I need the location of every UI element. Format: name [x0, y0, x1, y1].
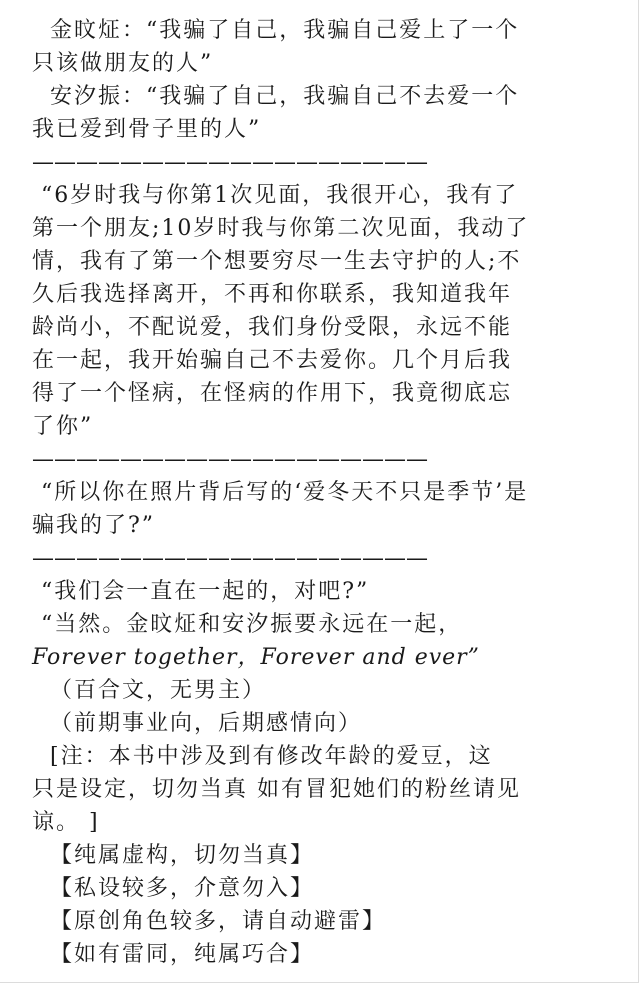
- text-line: “我们会一直在一起的，对吧?”: [32, 579, 370, 604]
- text-line: 【如有雷同，纯属巧合】: [32, 942, 314, 967]
- text-line: “6岁时我与你第1次见面，我很开心，我有了: [32, 183, 519, 208]
- text-line: 谅。 ]: [32, 810, 100, 835]
- text-line: （百合文，无男主）: [32, 678, 266, 703]
- text-line: [注：本书中涉及到有修改年龄的爱豆，这: [32, 744, 493, 769]
- text-line: 第一个朋友;10岁时我与你第二次见面，我动了: [32, 216, 530, 241]
- text-line: 得了一个怪病，在怪病的作用下，我竟彻底忘: [32, 381, 513, 406]
- text-line: 骗我的了?”: [32, 513, 156, 538]
- text-line-english: Forever together，Forever and ever”: [32, 645, 480, 670]
- text-line: 【原创角色较多，请自动避雷】: [32, 909, 386, 934]
- text-line: “所以你在照片背后写的‘爱冬天不只是季节’是: [32, 480, 529, 505]
- text-line: 安汐振：“我骗了自己，我骗自己不去爱一个: [32, 84, 520, 109]
- text-line: 我已爱到骨子里的人”: [32, 117, 262, 142]
- text-line: 只是设定，切勿当真 如有冒犯她们的粉丝请见: [32, 777, 521, 802]
- text-body: [32, 14, 604, 971]
- text-line: 了你”: [32, 414, 94, 439]
- text-line: 情，我有了第一个想要穷尽一生去守护的人;不: [32, 249, 522, 274]
- text-line: 龄尚小，不配说爱，我们身份受限，永远不能: [32, 315, 513, 340]
- text-line: （前期事业向，后期感情向）: [32, 711, 362, 736]
- divider-line: ——————————————————: [32, 447, 428, 472]
- text-line: 【私设较多，介意勿入】: [32, 876, 314, 901]
- text-line: 只该做朋友的人”: [32, 51, 214, 76]
- text-line: 久后我选择离开，不再和你联系，我知道我年: [32, 282, 513, 307]
- text-line: 在一起，我开始骗自己不去爱你。几个月后我: [32, 348, 513, 373]
- text-line: 金旼炡：“我骗了自己，我骗自己爱上了一个: [32, 18, 520, 43]
- divider-line: ——————————————————: [32, 150, 428, 175]
- text-line: 【纯属虚构，切勿当真】: [32, 843, 314, 868]
- text-line: “当然。金旼炡和安汐振要永远在一起，: [32, 612, 463, 637]
- divider-line: ——————————————————: [32, 546, 428, 571]
